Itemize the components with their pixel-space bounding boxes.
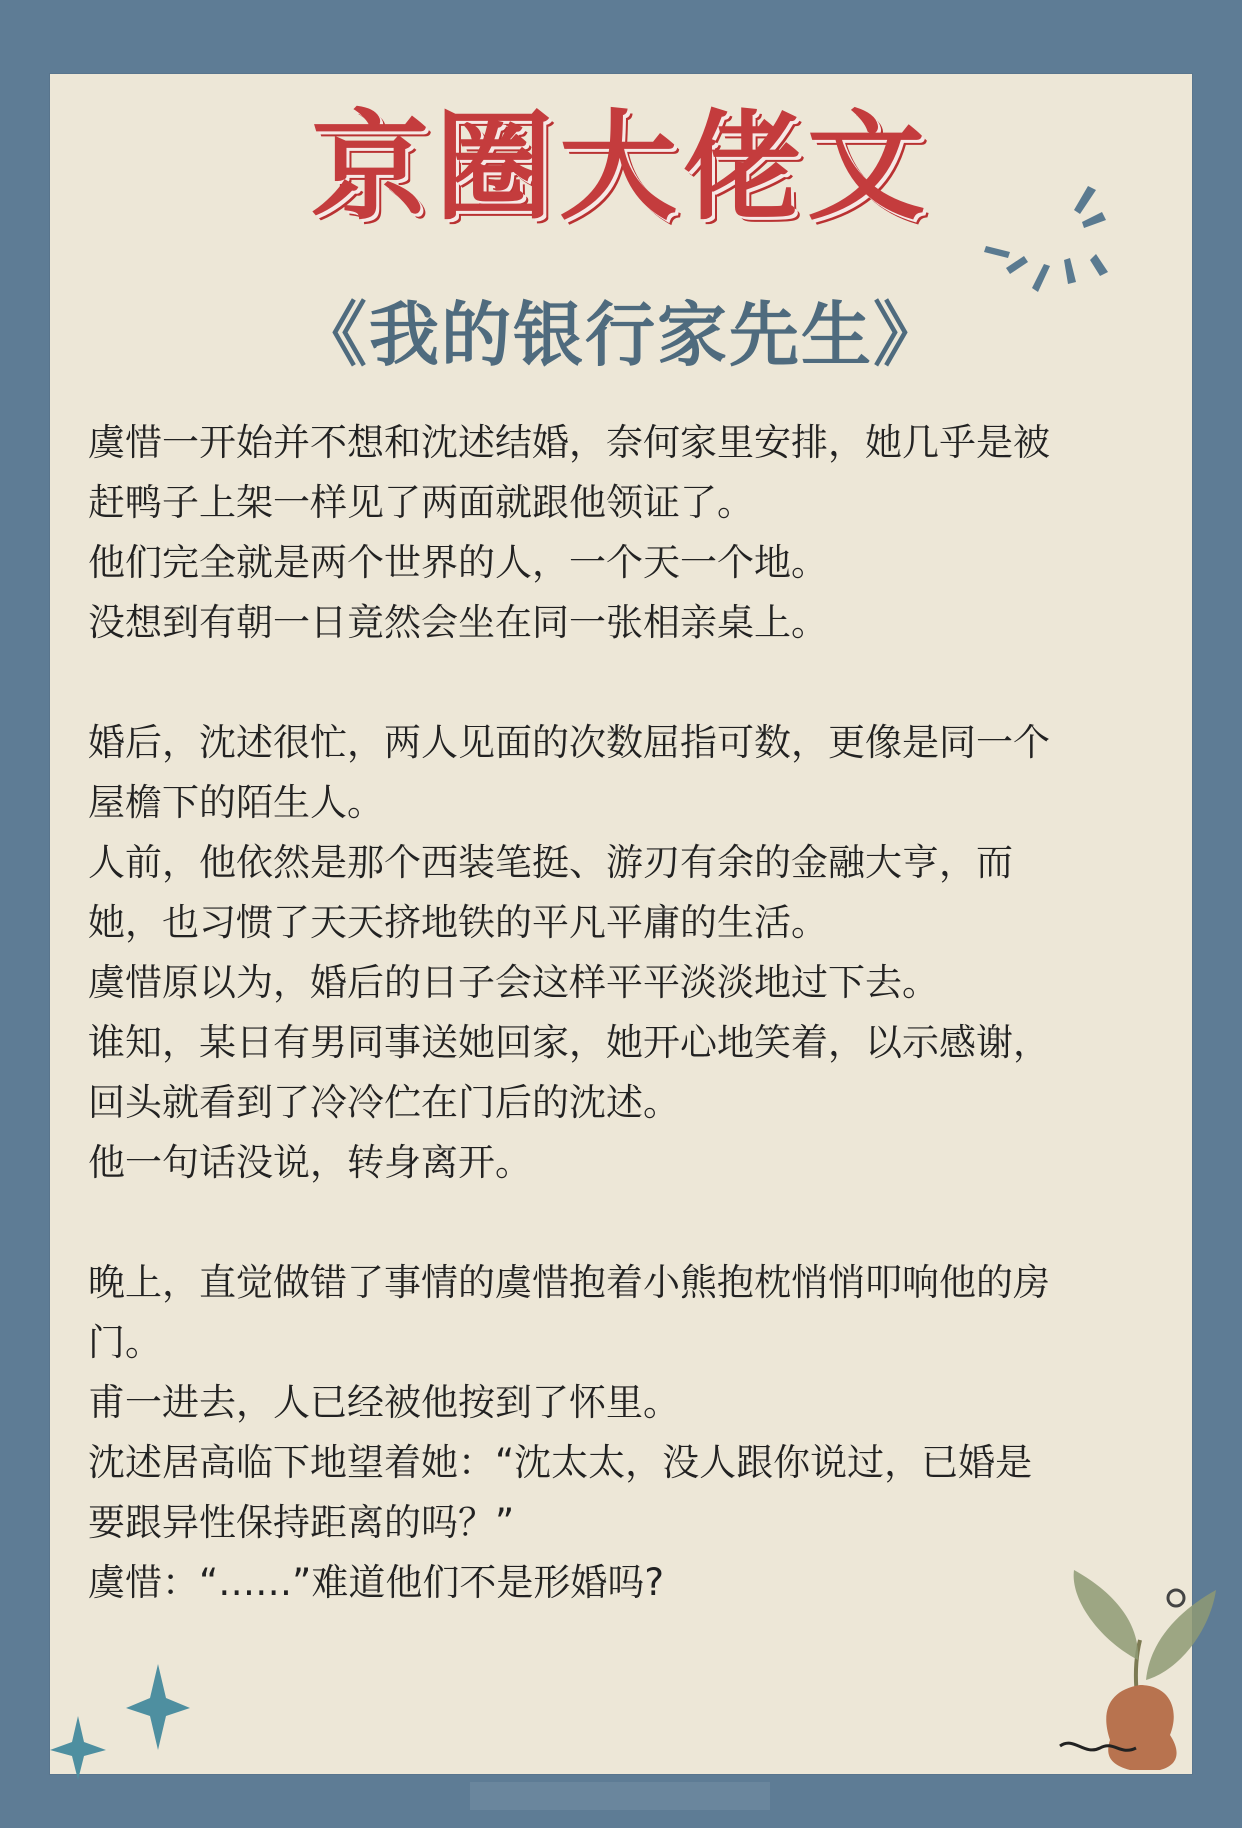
- text-line: 虞惜原以为，婚后的日子会这样平平淡淡地过下去。: [88, 961, 939, 1004]
- sparkle-rays-icon: [980, 180, 1130, 320]
- text-line: 门。: [88, 1321, 162, 1364]
- text-line: 他一句话没说，转身离开。: [88, 1141, 532, 1184]
- plant-vase-icon: [1030, 1560, 1230, 1780]
- text-line: 赶鸭子上架一样见了两面就跟他领证了。: [88, 481, 754, 524]
- text-line: 她，也习惯了天天挤地铁的平凡平庸的生活。: [88, 901, 828, 944]
- text-line: 谁知，某日有男同事送她回家，她开心地笑着，以示感谢，: [88, 1021, 1050, 1064]
- text-line: 婚后，沈述很忙，两人见面的次数屈指可数，更像是同一个: [88, 721, 1050, 764]
- main-title: 京圈大佬文: [310, 98, 931, 236]
- paragraph-gap: [88, 653, 1148, 713]
- text-line: 虞惜一开始并不想和沈述结婚，奈何家里安排，她几乎是被: [88, 421, 1050, 464]
- text-line: 要跟异性保持距离的吗？”: [88, 1501, 515, 1544]
- text-line: 他们完全就是两个世界的人，一个天一个地。: [88, 541, 828, 584]
- text-line: 晚上，直觉做错了事情的虞惜抱着小熊抱枕悄悄叩响他的房: [88, 1261, 1050, 1304]
- text-line: 没想到有朝一日竟然会坐在同一张相亲桌上。: [88, 601, 828, 644]
- text-line: 甫一进去，人已经被他按到了怀里。: [88, 1381, 680, 1424]
- star-sparkle-icon: [48, 1650, 208, 1780]
- watermark-strip: [470, 1782, 770, 1810]
- book-title: 《我的银行家先生》: [297, 294, 945, 376]
- text-line: 屋檐下的陌生人。: [88, 781, 384, 824]
- article-body: [88, 413, 1148, 1613]
- text-line: 沈述居高临下地望着她：“沈太太，没人跟你说过，已婚是: [88, 1441, 1033, 1484]
- text-line: 虞惜：“……”难道他们不是形婚吗?: [88, 1561, 664, 1604]
- text-line: 回头就看到了冷冷伫在门后的沈述。: [88, 1081, 680, 1124]
- text-line: 人前，他依然是那个西装笔挺、游刃有余的金融大亨，而: [88, 841, 1013, 884]
- paragraph-gap: [88, 1193, 1148, 1253]
